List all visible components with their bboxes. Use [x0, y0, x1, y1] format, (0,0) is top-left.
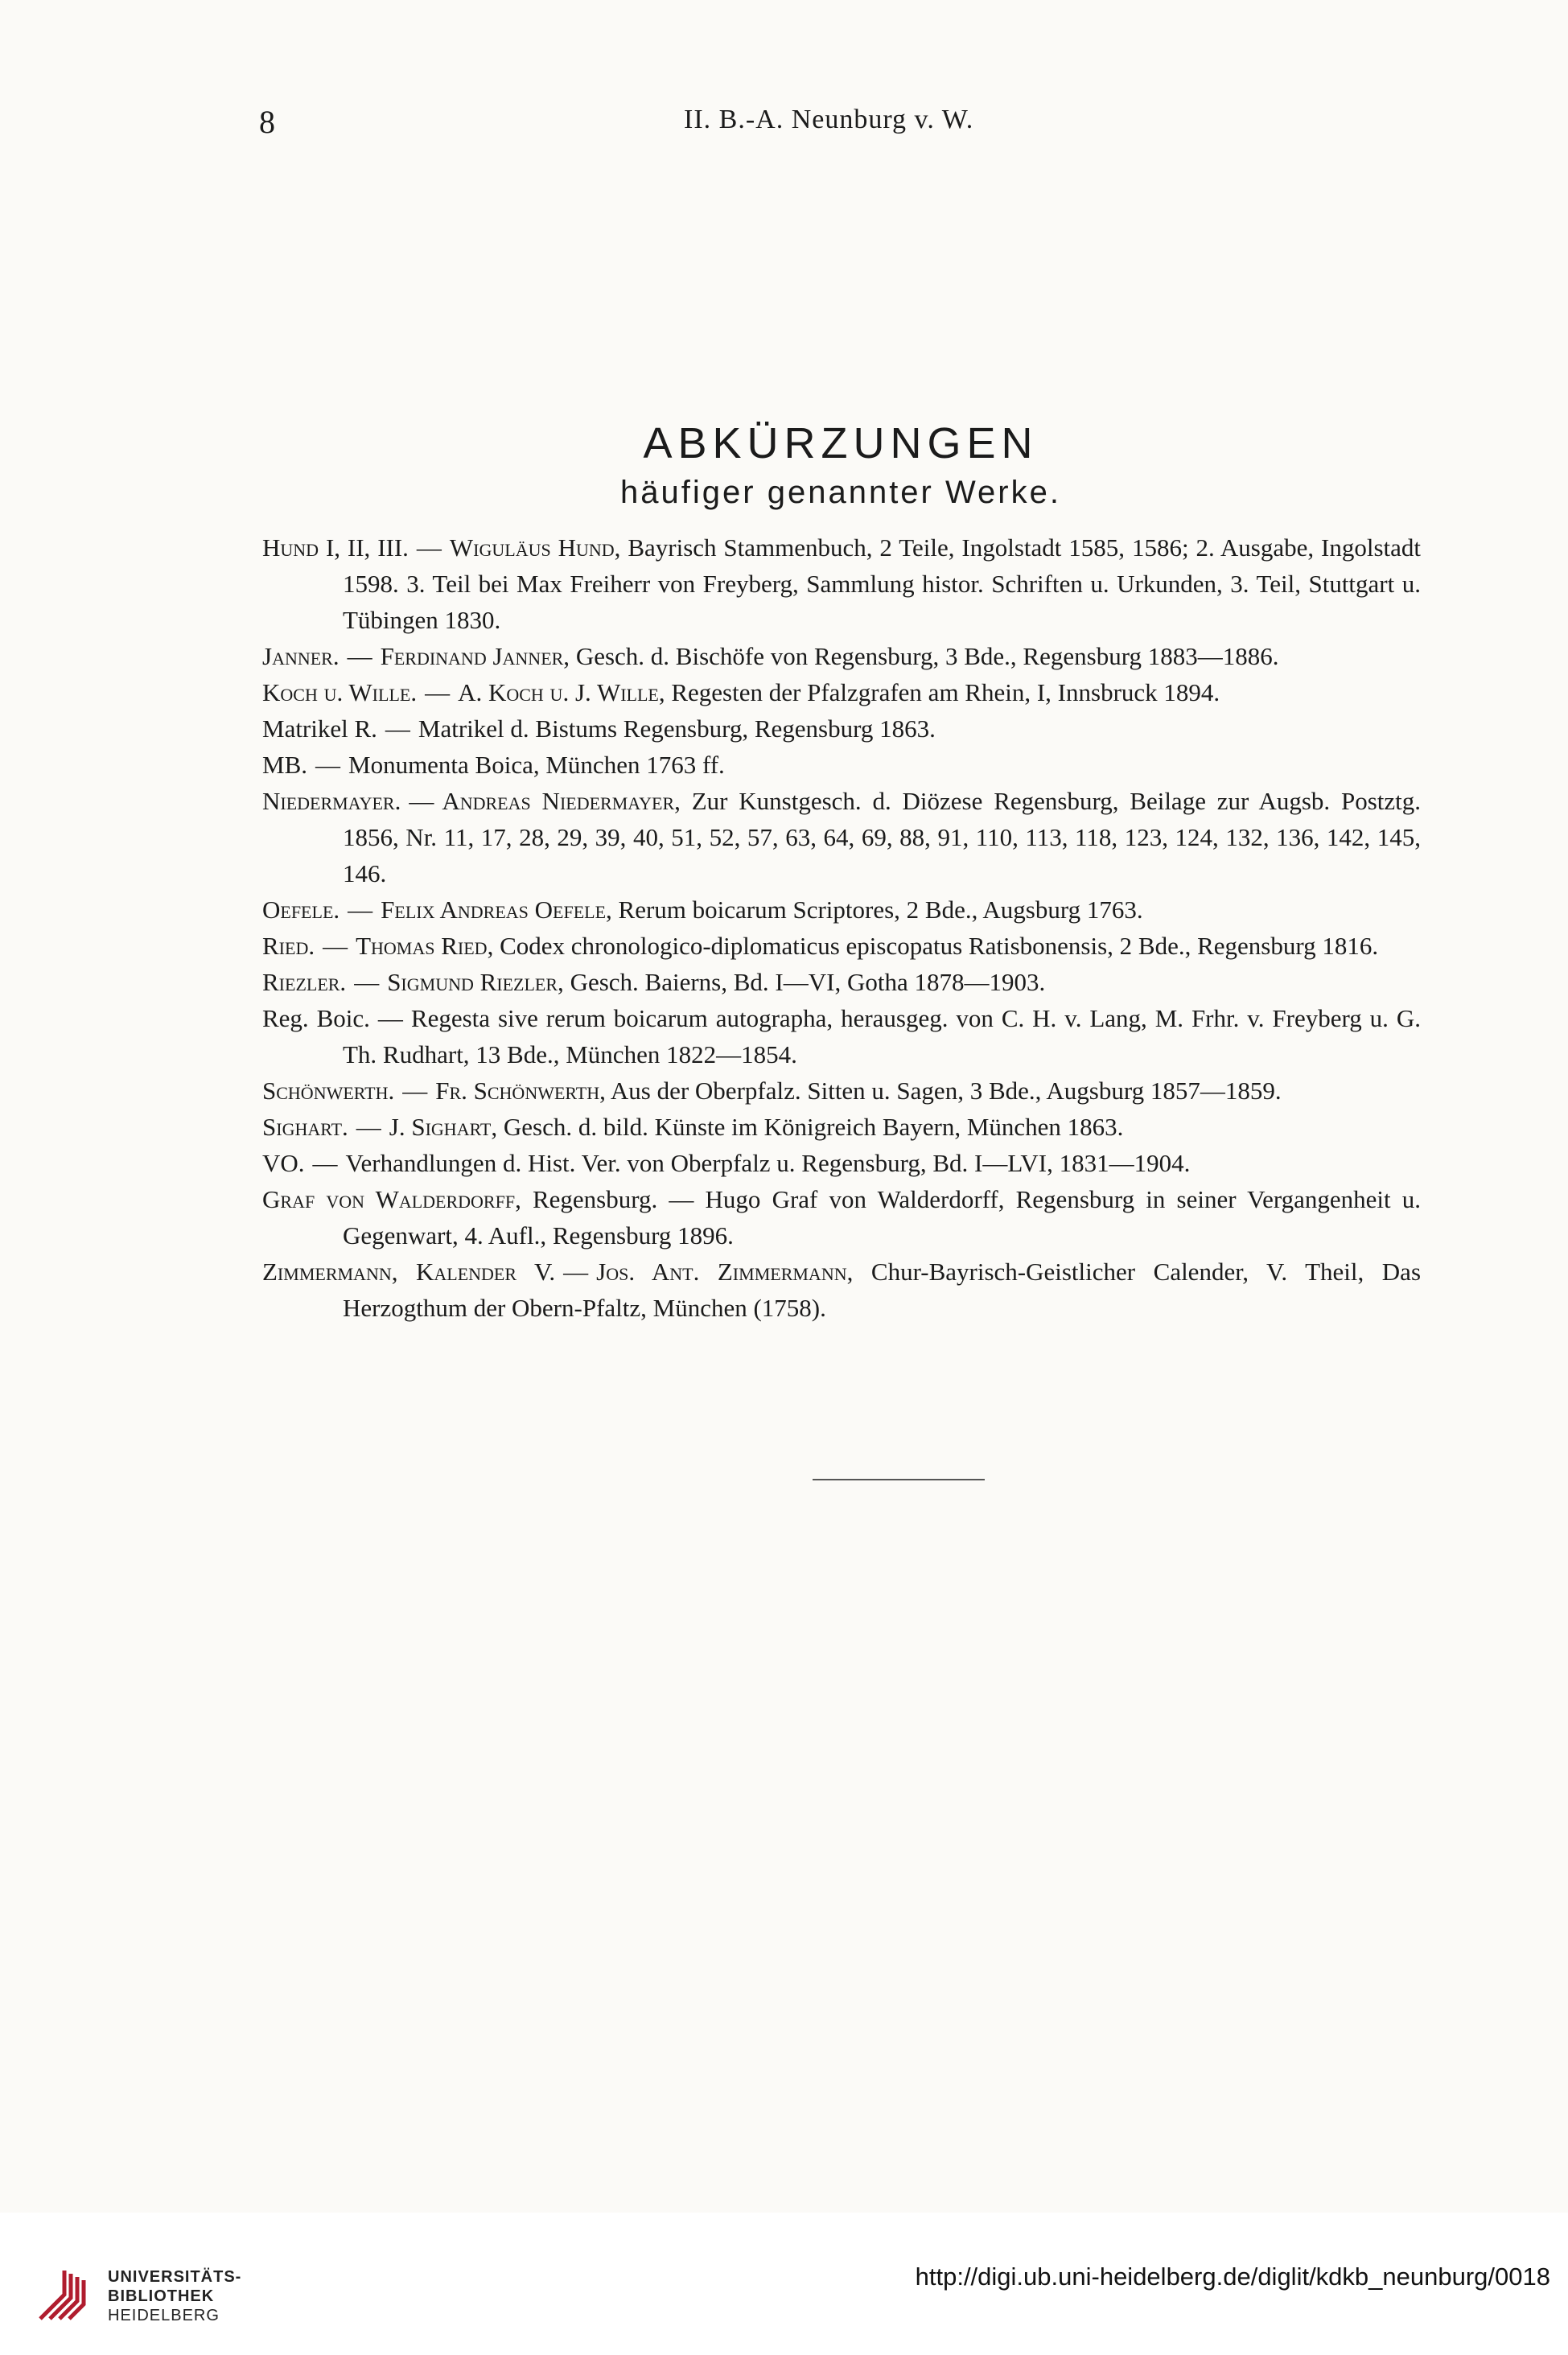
institution-line-3: HEIDELBERG — [108, 2307, 220, 2324]
entry-text: Codex chronologico-diplomaticus episcopatus Ratisbonensis, 2 Bde., Regensburg 1816. — [500, 932, 1379, 960]
entry-abbr: Zimmermann, Kalender V. — [262, 1258, 556, 1286]
entry-author: J. Sighart, — [389, 1113, 498, 1141]
entry-text: Zur Kunstgesch. d. Diözese Regensburg, Beilage zur Augsb. Postztg. 1856, Nr. 11, 17, 28, 29, 39, 40, 51, 52, 57, 63, 64, 69, 88, 91, 110, 113, 118, 123, 124, 132, 136, 142, 145, 146. — [343, 787, 1421, 887]
entry-schoenwerth: Schönwerth. — Fr. Schönwerth, Aus der Oberpfalz. Sitten u. Sagen, 3 Bde., Augsburg 1857—1859. — [262, 1077, 1282, 1105]
entry-text: Gesch. d. bild. Künste im Königreich Bayern, München 1863. — [503, 1113, 1124, 1141]
entry-vo: VO. — Verhandlungen d. Hist. Ver. von Oberpfalz u. Regensburg, Bd. I—LVI, 1831—1904. — [262, 1149, 1191, 1177]
entry-author: Thomas Ried, — [356, 932, 494, 960]
entry-text: Verhandlungen d. Hist. Ver. von Oberpfalz u. Regensburg, Bd. I—LVI, 1831—1904. — [345, 1149, 1191, 1177]
entry-janner: Janner. — Ferdinand Janner, Gesch. d. Bischöfe von Regensburg, 3 Bde., Regensburg 1883—1886. — [262, 642, 1279, 670]
entry-abbr: Reg. Boic. — [262, 1004, 370, 1032]
library-logo-icon — [32, 2262, 97, 2327]
entry-abbr: Ried. — [262, 932, 315, 960]
entry-abbr: Riezler. — [262, 968, 347, 996]
page-number: 8 — [259, 104, 275, 140]
entry-text: Regensburg. — Hugo Graf von Walderdorff, Regensburg in seiner Vergangenheit u. Gegenwart, 4. Aufl., Regensburg 1896. — [343, 1185, 1422, 1250]
entry-text: Gesch. Baierns, Bd. I—VI, Gotha 1878—1903. — [570, 968, 1046, 996]
entry-author: Jos. Ant. Zimmermann, — [596, 1258, 854, 1286]
entry-author: Sigmund Riezler, — [387, 968, 564, 996]
entry-niedermayer: Niedermayer. — Andreas Niedermayer, Zur Kunstgesch. d. Diözese Regensburg, Beilage zur Augsb. Postztg. 1856, Nr. 11, 17, 28, 29, 39, 40, 51, 52, 57, 63, 64, 69, 88, 91, 110, 113, 118, 123, 124, 132, 136, 142, 145, 146. — [262, 787, 1421, 887]
entry-riezler: Riezler. — Sigmund Riezler, Gesch. Baierns, Bd. I—VI, Gotha 1878—1903. — [262, 968, 1046, 996]
abbreviation-list — [262, 529, 1421, 1326]
entry-hund: Hund I, II, III. — Wiguläus Hund, Bayrisch Stammenbuch, 2 Teile, Ingolstadt 1585, 1586; 2. Ausgabe, Ingolstadt 1598. 3. Teil bei Max Freiherr von Freyberg, Sammlung histor. Schriften u. Urkunden, 3. Teil, Stuttgart u. Tübingen 1830. — [262, 533, 1421, 634]
entry-abbr: Janner. — [262, 642, 340, 670]
entry-author: A. Koch u. J. Wille, — [458, 678, 665, 706]
entry-matrikel: Matrikel R. — Matrikel d. Bistums Regensburg, Regensburg 1863. — [262, 714, 936, 743]
entry-abbr: Graf von Walderdorff, — [262, 1185, 521, 1213]
entry-text: Bayrisch Stammenbuch, 2 Teile, Ingolstadt 1585, 1586; 2. Ausgabe, Ingolstadt 1598. 3. Teil bei Max Freiherr von Freyberg, Sammlung histor. Schriften u. Urkunden, 3. Teil, Stuttgart u. Tübingen 1830. — [343, 533, 1421, 634]
entry-text: Rerum boicarum Scriptores, 2 Bde., Augsburg 1763. — [618, 895, 1143, 924]
entry-author: Andreas Niedermayer, — [442, 787, 681, 815]
entry-text: Chur-Bayrisch-Geistlicher Calender, V. Theil, Das Herzogthum der Obern-Pfaltz, München (1758). — [343, 1258, 1422, 1322]
entry-oefele: Oefele. — Felix Andreas Oefele, Rerum boicarum Scriptores, 2 Bde., Augsburg 1763. — [262, 895, 1143, 924]
footer-bar — [0, 2213, 1568, 2355]
entry-abbr: Koch u. Wille. — [262, 678, 418, 706]
entry-sighart: Sighart. — J. Sighart, Gesch. d. bild. Künste im Königreich Bayern, München 1863. — [262, 1113, 1124, 1141]
entry-koch-wille: Koch u. Wille. — A. Koch u. J. Wille, Regesten der Pfalzgrafen am Rhein, I, Innsbruck 1894. — [262, 678, 1220, 706]
entry-author: Fr. Schönwerth, — [435, 1077, 606, 1105]
entry-text: Monumenta Boica, München 1763 ff. — [348, 751, 725, 779]
section-subtitle: häufiger genannter Werke. — [620, 475, 1061, 510]
entry-author: Ferdinand Janner, — [380, 642, 570, 670]
entry-abbr: Hund I, II, III. — [262, 533, 409, 562]
running-title: II. B.-A. Neunburg v. W. — [684, 105, 974, 134]
entry-abbr: MB. — [262, 751, 307, 779]
entry-text: Matrikel d. Bistums Regensburg, Regensburg 1863. — [418, 714, 936, 743]
entry-zimmermann: Zimmermann, Kalender V. — Jos. Ant. Zimmermann, Chur-Bayrisch-Geistlicher Calender, V. Theil, Das Herzogthum der Obern-Pfaltz, München (1758). — [262, 1258, 1422, 1322]
section-end-rule — [813, 1479, 985, 1480]
entry-text: Regesten der Pfalzgrafen am Rhein, I, Innsbruck 1894. — [671, 678, 1220, 706]
institution-name — [108, 2267, 241, 2325]
entry-abbr: Matrikel R. — [262, 714, 377, 743]
section-title: ABKÜRZUNGEN — [643, 419, 1039, 467]
entry-text: Aus der Oberpfalz. Sitten u. Sagen, 3 Bde., Augsburg 1857—1859. — [610, 1077, 1282, 1105]
entry-ried: Ried. — Thomas Ried, Codex chronologico-diplomaticus episcopatus Ratisbonensis, 2 Bde., Regensburg 1816. — [262, 932, 1379, 960]
entry-abbr: Oefele. — [262, 895, 340, 924]
institution-line-1: UNIVERSITÄTS- — [108, 2268, 242, 2286]
institution-line-2: BIBLIOTHEK — [108, 2287, 215, 2305]
running-head — [0, 103, 1568, 143]
entry-reg-boic: Reg. Boic. — Regesta sive rerum boicarum autographa, herausgeg. von C. H. v. Lang, M. Frhr. v. Freyberg u. G. Th. Rudhart, 13 Bde., München 1822—1854. — [262, 1004, 1421, 1068]
permalink-url[interactable]: http://digi.ub.uni-heidelberg.de/diglit/kdkb_neunburg/0018 — [915, 2262, 1550, 2291]
entry-abbr: Sighart. — [262, 1113, 348, 1141]
entry-abbr: Schönwerth. — [262, 1077, 395, 1105]
entry-text: Regesta sive rerum boicarum autographa, herausgeg. von C. H. v. Lang, M. Frhr. v. Freyberg u. G. Th. Rudhart, 13 Bde., München 1822—1854. — [343, 1004, 1421, 1068]
entry-text: Gesch. d. Bischöfe von Regensburg, 3 Bde., Regensburg 1883—1886. — [575, 642, 1279, 670]
entry-author: Felix Andreas Oefele, — [381, 895, 612, 924]
entry-walderdorff — [262, 1181, 1421, 1254]
entry-mb: MB. — Monumenta Boica, München 1763 ff. — [262, 751, 725, 779]
entry-author: Wiguläus Hund, — [449, 533, 621, 562]
entry-abbr: Niedermayer. — [262, 787, 401, 815]
entry-abbr: VO. — [262, 1149, 305, 1177]
